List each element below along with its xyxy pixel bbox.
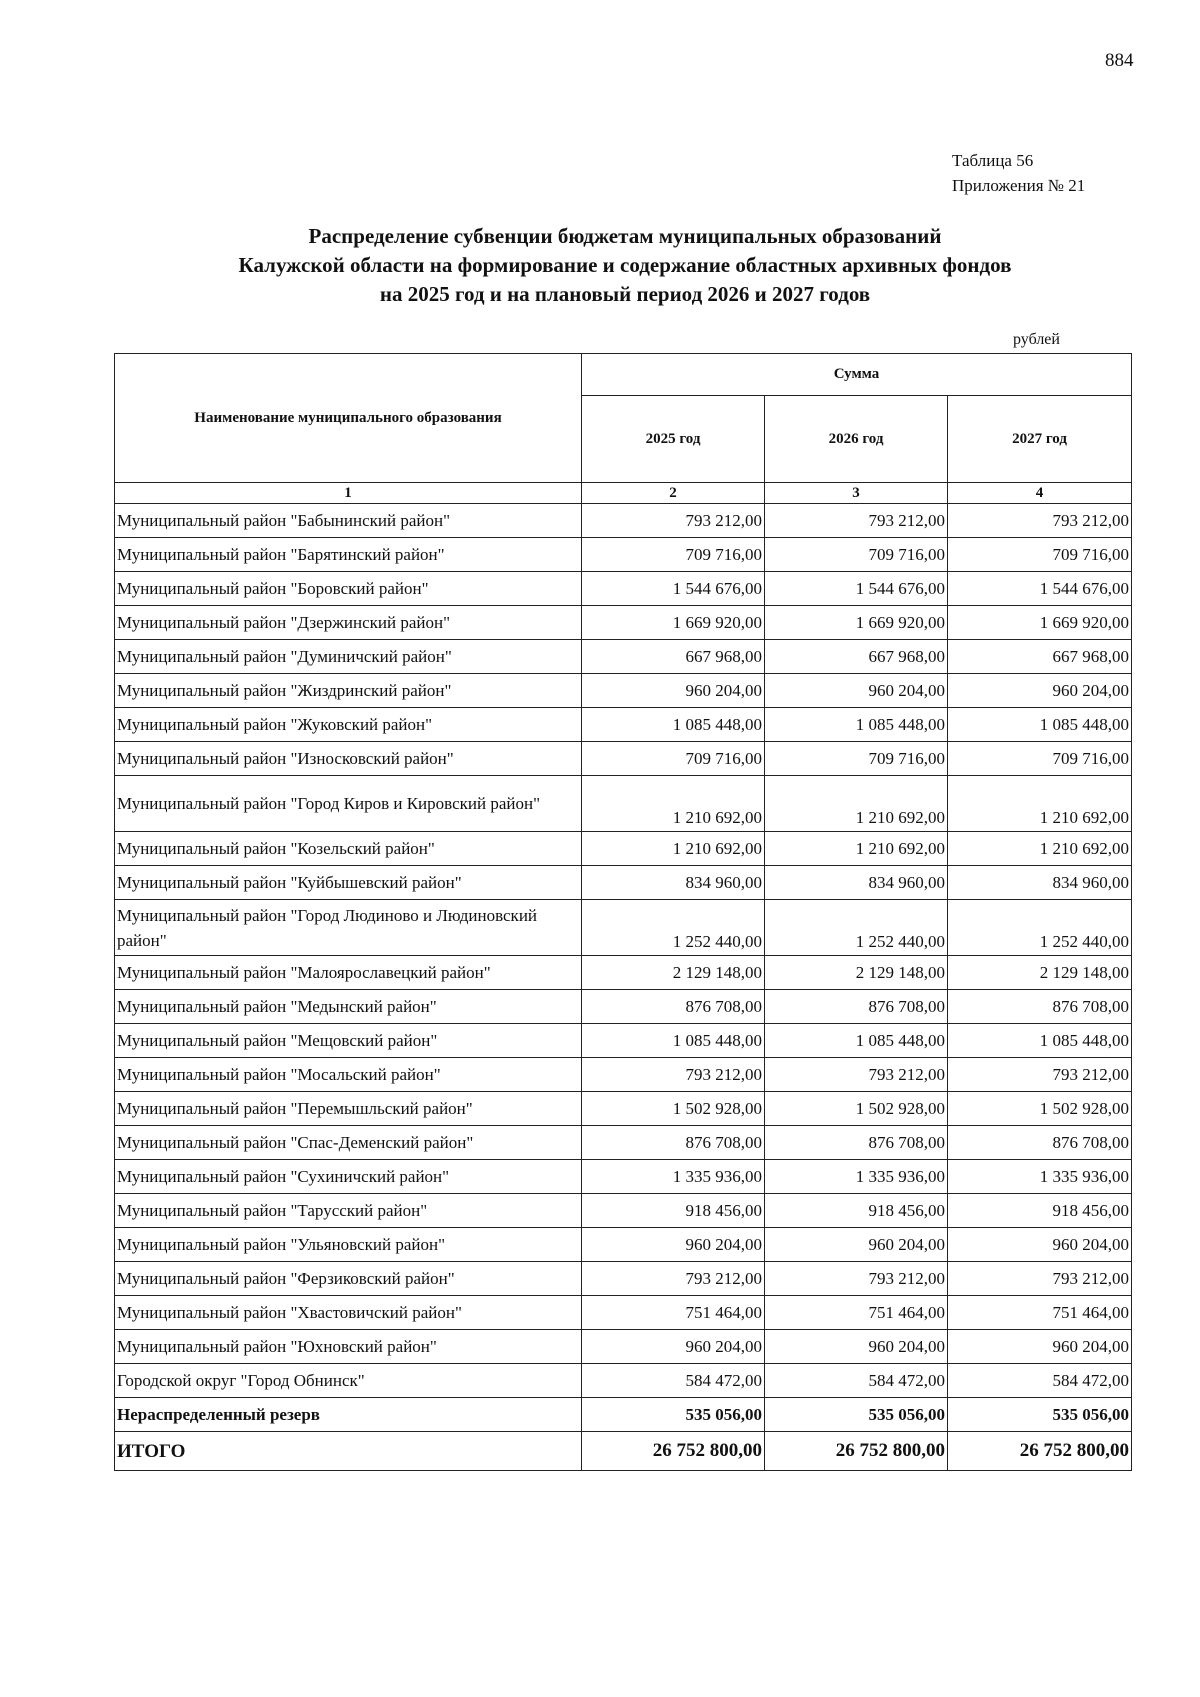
amount-2026: 1 502 928,00: [765, 1092, 948, 1126]
amount-2026: 1 669 920,00: [765, 606, 948, 640]
title-line-2: Калужской области на формирование и содержание областных архивных фондов: [238, 253, 1012, 277]
amount-2026: 1 085 448,00: [765, 1024, 948, 1058]
title-line-3: на 2025 год и на плановый период 2026 и 2027 годов: [379, 282, 871, 306]
total-value-2026: 26 752 800,00: [765, 1432, 948, 1471]
amount-2026: 918 456,00: [765, 1194, 948, 1228]
amount-2026: 1 252 440,00: [765, 900, 948, 956]
amount-2025: 793 212,00: [582, 1058, 765, 1092]
amount-2025: 1 085 448,00: [582, 1024, 765, 1058]
page-number: 884: [1105, 50, 1134, 71]
header-year-2027: 2027 год: [948, 396, 1132, 483]
amount-2027: 2 129 148,00: [948, 956, 1132, 990]
amount-2027: 918 456,00: [948, 1194, 1132, 1228]
amount-2026: 2 129 148,00: [765, 956, 948, 990]
appendix-number: Приложения № 21: [952, 176, 1086, 195]
amount-2026: 960 204,00: [765, 674, 948, 708]
column-number-row: [115, 483, 1132, 504]
total-value-2027: 26 752 800,00: [948, 1432, 1132, 1471]
amount-2026: 584 472,00: [765, 1364, 948, 1398]
table-row: [115, 866, 1132, 900]
column-number: 4: [948, 483, 1132, 504]
unit-label: рублей: [1013, 331, 1060, 348]
table-row: [115, 1024, 1132, 1058]
header-name: Наименование муниципального образования: [115, 354, 582, 483]
table-row: [115, 956, 1132, 990]
amount-2026: 1 544 676,00: [765, 572, 948, 606]
amount-2027: 709 716,00: [948, 742, 1132, 776]
municipality-name: Муниципальный район "Медынский район": [115, 990, 582, 1024]
table-row: [115, 1092, 1132, 1126]
table-row: [115, 708, 1132, 742]
municipality-name: Муниципальный район "Жиздринский район": [115, 674, 582, 708]
amount-2027: 1 085 448,00: [948, 708, 1132, 742]
amount-2026: 876 708,00: [765, 1126, 948, 1160]
document-title: [120, 222, 1130, 309]
header-year-2025: 2025 год: [582, 396, 765, 483]
amount-2025: 793 212,00: [582, 504, 765, 538]
title-line-1: Распределение субвенции бюджетам муниципальных образований: [308, 224, 942, 248]
municipality-name: Муниципальный район "Город Людиново и Людиновский район": [115, 900, 582, 956]
amount-2027: 793 212,00: [948, 1058, 1132, 1092]
table-row: [115, 1364, 1132, 1398]
municipality-name: Муниципальный район "Тарусский район": [115, 1194, 582, 1228]
table-row: [115, 1228, 1132, 1262]
municipality-name: Муниципальный район "Куйбышевский район": [115, 866, 582, 900]
table-reference: [952, 148, 1085, 198]
amount-2026: 709 716,00: [765, 538, 948, 572]
amount-2025: 876 708,00: [582, 990, 765, 1024]
table-row: [115, 640, 1132, 674]
amount-2025: 918 456,00: [582, 1194, 765, 1228]
amount-2027: 709 716,00: [948, 538, 1132, 572]
amount-2027: 667 968,00: [948, 640, 1132, 674]
total-row: [115, 1432, 1132, 1471]
amount-2025: 1 210 692,00: [582, 776, 765, 832]
municipality-name: Муниципальный район "Мосальский район": [115, 1058, 582, 1092]
column-number: 3: [765, 483, 948, 504]
amount-2025: 751 464,00: [582, 1296, 765, 1330]
reserve-name: Нераспределенный резерв: [115, 1398, 582, 1432]
table-row: [115, 742, 1132, 776]
header-year-2026: 2026 год: [765, 396, 948, 483]
amount-2027: 960 204,00: [948, 1228, 1132, 1262]
amount-2027: 1 210 692,00: [948, 776, 1132, 832]
table-row: [115, 1330, 1132, 1364]
municipality-name: Муниципальный район "Бабынинский район": [115, 504, 582, 538]
amount-2026: 1 085 448,00: [765, 708, 948, 742]
total-value-2025: 26 752 800,00: [582, 1432, 765, 1471]
table-row: [115, 1296, 1132, 1330]
municipality-name: Муниципальный район "Малоярославецкий район": [115, 956, 582, 990]
amount-2025: 2 129 148,00: [582, 956, 765, 990]
amount-2027: 1 085 448,00: [948, 1024, 1132, 1058]
amount-2025: 960 204,00: [582, 674, 765, 708]
table-row: [115, 1262, 1132, 1296]
amount-2025: 584 472,00: [582, 1364, 765, 1398]
amount-2026: 960 204,00: [765, 1330, 948, 1364]
table-row: [115, 776, 1132, 832]
municipality-name: Муниципальный район "Город Киров и Кировский район": [115, 776, 582, 832]
amount-2025: 709 716,00: [582, 742, 765, 776]
reserve-row: [115, 1398, 1132, 1432]
municipality-name: Муниципальный район "Хвастовичский район": [115, 1296, 582, 1330]
amount-2026: 1 210 692,00: [765, 776, 948, 832]
table-row: [115, 606, 1132, 640]
header-sum: Сумма: [582, 354, 1132, 396]
amount-2027: 584 472,00: [948, 1364, 1132, 1398]
municipality-name: Муниципальный район "Износковский район": [115, 742, 582, 776]
amount-2027: 876 708,00: [948, 990, 1132, 1024]
table-header: [115, 354, 1132, 504]
reserve-value-2027: 535 056,00: [948, 1398, 1132, 1432]
amount-2025: 834 960,00: [582, 866, 765, 900]
amount-2025: 1 544 676,00: [582, 572, 765, 606]
table-row: [115, 990, 1132, 1024]
municipality-name: Муниципальный район "Жуковский район": [115, 708, 582, 742]
amount-2026: 793 212,00: [765, 1058, 948, 1092]
table-row: [115, 504, 1132, 538]
municipality-name: Муниципальный район "Боровский район": [115, 572, 582, 606]
amount-2026: 709 716,00: [765, 742, 948, 776]
amount-2025: 1 210 692,00: [582, 832, 765, 866]
amount-2027: 1 335 936,00: [948, 1160, 1132, 1194]
table-row: [115, 538, 1132, 572]
amount-2025: 793 212,00: [582, 1262, 765, 1296]
municipality-name: Муниципальный район "Мещовский район": [115, 1024, 582, 1058]
column-number: 2: [582, 483, 765, 504]
table-row: [115, 1194, 1132, 1228]
amount-2027: 793 212,00: [948, 1262, 1132, 1296]
amount-2027: 876 708,00: [948, 1126, 1132, 1160]
amount-2027: 1 252 440,00: [948, 900, 1132, 956]
table-row: [115, 674, 1132, 708]
table-body: [115, 504, 1132, 1471]
amount-2025: 876 708,00: [582, 1126, 765, 1160]
amount-2025: 1 252 440,00: [582, 900, 765, 956]
amount-2025: 1 335 936,00: [582, 1160, 765, 1194]
amount-2025: 667 968,00: [582, 640, 765, 674]
amount-2027: 960 204,00: [948, 674, 1132, 708]
amount-2027: 960 204,00: [948, 1330, 1132, 1364]
amount-2025: 960 204,00: [582, 1228, 765, 1262]
municipality-name: Муниципальный район "Спас-Деменский район": [115, 1126, 582, 1160]
municipality-name: Муниципальный район "Барятинский район": [115, 538, 582, 572]
amount-2026: 793 212,00: [765, 504, 948, 538]
municipality-name: Муниципальный район "Юхновский район": [115, 1330, 582, 1364]
amount-2026: 793 212,00: [765, 1262, 948, 1296]
amount-2026: 960 204,00: [765, 1228, 948, 1262]
amount-2026: 834 960,00: [765, 866, 948, 900]
amount-2025: 960 204,00: [582, 1330, 765, 1364]
table-row: [115, 1126, 1132, 1160]
amount-2026: 1 210 692,00: [765, 832, 948, 866]
amount-2027: 1 669 920,00: [948, 606, 1132, 640]
reserve-value-2026: 535 056,00: [765, 1398, 948, 1432]
amount-2027: 751 464,00: [948, 1296, 1132, 1330]
amount-2025: 709 716,00: [582, 538, 765, 572]
municipality-name: Муниципальный район "Перемышльский район": [115, 1092, 582, 1126]
amount-2026: 1 335 936,00: [765, 1160, 948, 1194]
municipality-name: Муниципальный район "Думиничский район": [115, 640, 582, 674]
budget-table: [114, 353, 1132, 1471]
amount-2027: 834 960,00: [948, 866, 1132, 900]
municipality-name: Городской округ "Город Обнинск": [115, 1364, 582, 1398]
table-row: [115, 1058, 1132, 1092]
amount-2026: 751 464,00: [765, 1296, 948, 1330]
amount-2026: 667 968,00: [765, 640, 948, 674]
total-name: ИТОГО: [115, 1432, 582, 1471]
reserve-value-2025: 535 056,00: [582, 1398, 765, 1432]
table-row: [115, 900, 1132, 956]
amount-2027: 1 502 928,00: [948, 1092, 1132, 1126]
table-row: [115, 1160, 1132, 1194]
municipality-name: Муниципальный район "Дзержинский район": [115, 606, 582, 640]
amount-2025: 1 669 920,00: [582, 606, 765, 640]
municipality-name: Муниципальный район "Сухиничский район": [115, 1160, 582, 1194]
amount-2025: 1 502 928,00: [582, 1092, 765, 1126]
amount-2027: 793 212,00: [948, 504, 1132, 538]
table-number: Таблица 56: [952, 151, 1034, 170]
amount-2026: 876 708,00: [765, 990, 948, 1024]
column-number: 1: [115, 483, 582, 504]
municipality-name: Муниципальный район "Ульяновский район": [115, 1228, 582, 1262]
table-row: [115, 832, 1132, 866]
amount-2025: 1 085 448,00: [582, 708, 765, 742]
table-row: [115, 572, 1132, 606]
municipality-name: Муниципальный район "Козельский район": [115, 832, 582, 866]
municipality-name: Муниципальный район "Ферзиковский район": [115, 1262, 582, 1296]
amount-2027: 1 210 692,00: [948, 832, 1132, 866]
amount-2027: 1 544 676,00: [948, 572, 1132, 606]
